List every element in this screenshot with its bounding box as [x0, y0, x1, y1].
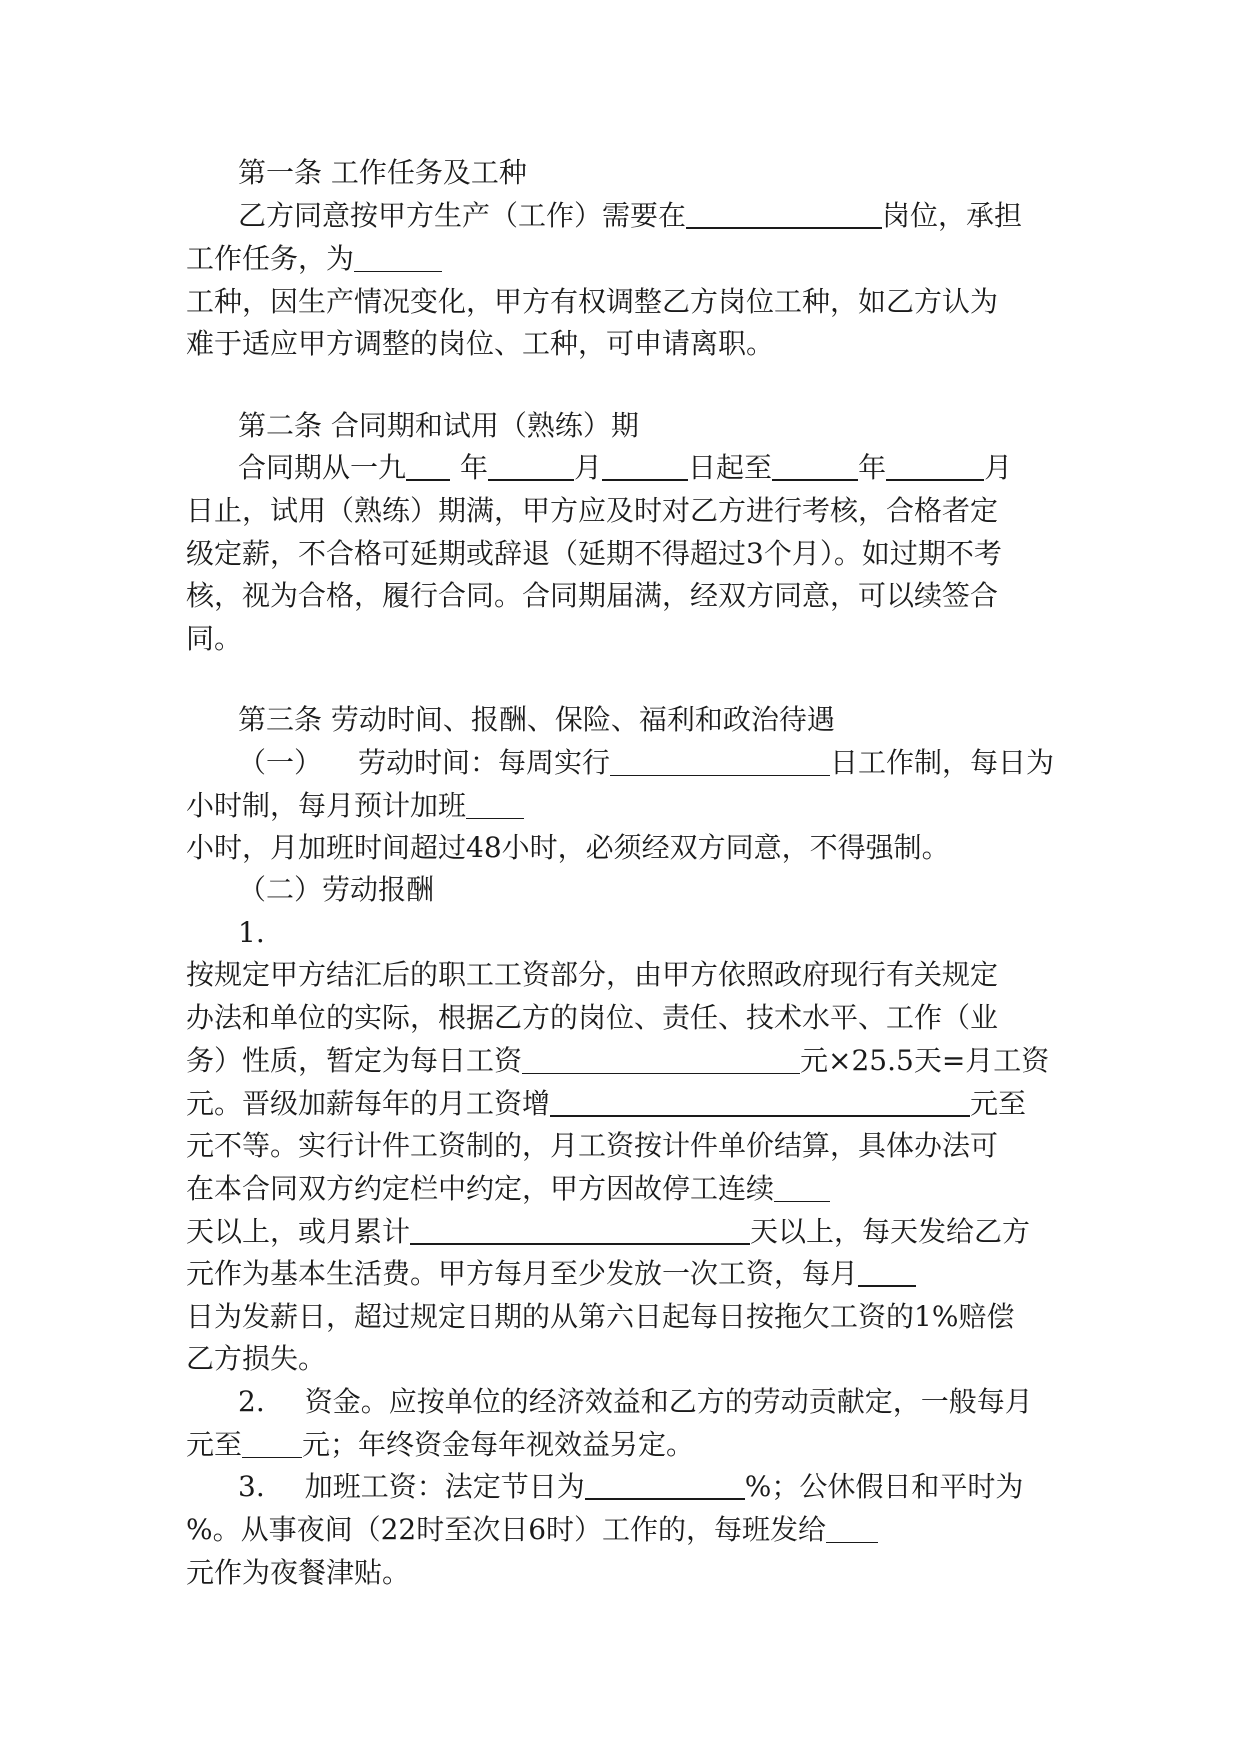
text: 元作为基本生活费。甲方每月至少发放一次工资，每月 [186, 1257, 859, 1290]
item-1-number: 1. [238, 916, 265, 949]
section-number: （一） [238, 746, 323, 779]
blank-end-month[interactable] [886, 451, 984, 481]
item-3-line-1 [238, 1467, 1023, 1507]
blank-daily-wage[interactable] [522, 1045, 800, 1074]
text: 月 [574, 451, 603, 484]
section-2-heading: （二）劳动报酬 [238, 873, 435, 906]
item-2-line-2 [186, 1425, 694, 1465]
text: 元；年终资金每年视效益另定。 [302, 1428, 695, 1461]
article-2-line-3: 级定薪，不合格可延期或辞退（延期不得超过3个月）。如过期不考 [186, 537, 1002, 570]
section-1-line-2 [186, 786, 524, 826]
item-1-line-3 [186, 1041, 1049, 1081]
text: 日起至 [688, 451, 773, 484]
blank-job-type[interactable] [354, 243, 442, 272]
item-1-line-7 [186, 1212, 1030, 1252]
blank-start-year[interactable] [406, 451, 450, 481]
item-3-number: 3. [238, 1470, 265, 1503]
text: %。从事夜间（22时至次日6时）工作的，每班发给 [186, 1513, 827, 1546]
section-1-line-3: 小时，月加班时间超过48小时，必须经双方同意，不得强制。 [186, 831, 950, 864]
text: 资金。应按单位的经济效益和乙方的劳动贡献定，一般每月 [304, 1385, 1033, 1418]
item-1-line-5: 元不等。实行计件工资制的，月工资按计件单价结算，具体办法可 [186, 1129, 999, 1162]
article-1-heading: 第一条 工作任务及工种 [238, 156, 527, 189]
article-3-heading: 第三条 劳动时间、报酬、保险、福利和政治待遇 [238, 703, 835, 736]
item-1-line-2: 办法和单位的实际，根据乙方的岗位、责任、技术水平、工作（业 [186, 1001, 999, 1034]
blank-start-day[interactable] [602, 451, 688, 481]
blank-cumulative-days[interactable] [410, 1215, 750, 1245]
item-2-line-1 [238, 1382, 1033, 1422]
article-2-line-5: 同。 [186, 622, 243, 655]
article-1-line-4: 难于适应甲方调整的岗位、工种，可申请离职。 [186, 327, 775, 360]
blank-workdays[interactable] [610, 747, 830, 776]
text: 乙方同意按甲方生产（工作）需要在 [238, 199, 687, 232]
text: 工作任务，为 [186, 242, 355, 275]
blank-raise-amount[interactable] [550, 1087, 970, 1117]
text: 元×25.5天=月工资 [800, 1044, 1050, 1077]
item-3-line-3: 元作为夜餐津贴。 [186, 1556, 411, 1589]
article-1-line-3: 工种，因生产情况变化，甲方有权调整乙方岗位工种，如乙方认为 [186, 285, 999, 318]
text: 务）性质，暂定为每日工资 [186, 1044, 523, 1077]
text: 元至 [186, 1428, 243, 1461]
text: %；公休假日和平时为 [744, 1470, 1024, 1503]
item-1-line-8 [186, 1254, 916, 1294]
blank-payday[interactable] [858, 1257, 916, 1287]
text: 劳动时间：每周实行 [358, 746, 611, 779]
item-1-line-4 [186, 1084, 1026, 1124]
article-2-line-4: 核，视为合格，履行合同。合同期届满，经双方同意，可以续签合 [186, 579, 999, 612]
article-1-line-1 [238, 196, 1022, 236]
item-1-line-1: 按规定甲方结汇后的职工工资部分，由甲方依照政府现行有关规定 [186, 958, 999, 991]
text: 合同期从一九 [238, 451, 407, 484]
text: 元至 [970, 1087, 1027, 1120]
text: 在本合同双方约定栏中约定，甲方因故停工连续 [186, 1172, 775, 1205]
article-2-line-1 [238, 448, 1012, 488]
article-2-line-2: 日止，试用（熟练）期满，甲方应及时对乙方进行考核，合格者定 [186, 494, 999, 527]
text: 天以上，每天发给乙方 [750, 1215, 1031, 1248]
item-2-number: 2. [238, 1385, 265, 1418]
blank-night-allowance[interactable] [826, 1514, 878, 1543]
blank-overtime-hours[interactable] [466, 790, 524, 819]
item-3-line-2 [186, 1510, 878, 1550]
text: 天以上，或月累计 [186, 1215, 411, 1248]
blank-post[interactable] [686, 199, 882, 229]
text: 元。晋级加薪每年的月工资增 [186, 1087, 551, 1120]
article-1-line-2 [186, 239, 442, 279]
article-2-heading: 第二条 合同期和试用（熟练）期 [238, 409, 639, 442]
blank-bonus-max[interactable] [242, 1429, 302, 1458]
blank-stoppage-days[interactable] [774, 1173, 830, 1202]
item-1-line-9: 日为发薪日，超过规定日期的从第六日起每日按拖欠工资的1%赔偿 [186, 1300, 1015, 1333]
blank-start-month[interactable] [488, 451, 574, 481]
blank-holiday-rate[interactable] [585, 1470, 745, 1500]
text: 岗位，承担 [882, 199, 1023, 232]
blank-end-year[interactable] [772, 451, 858, 481]
text: 日工作制，每日为 [830, 746, 1055, 779]
item-1-line-6 [186, 1169, 830, 1209]
section-1-line-1 [238, 743, 1054, 783]
text: 加班工资：法定节日为 [304, 1470, 585, 1503]
text: 年 [858, 451, 887, 484]
text: 月 [984, 451, 1013, 484]
item-1-line-10: 乙方损失。 [186, 1342, 327, 1375]
text: 小时制，每月预计加班 [186, 789, 467, 822]
text: 年 [460, 451, 489, 484]
